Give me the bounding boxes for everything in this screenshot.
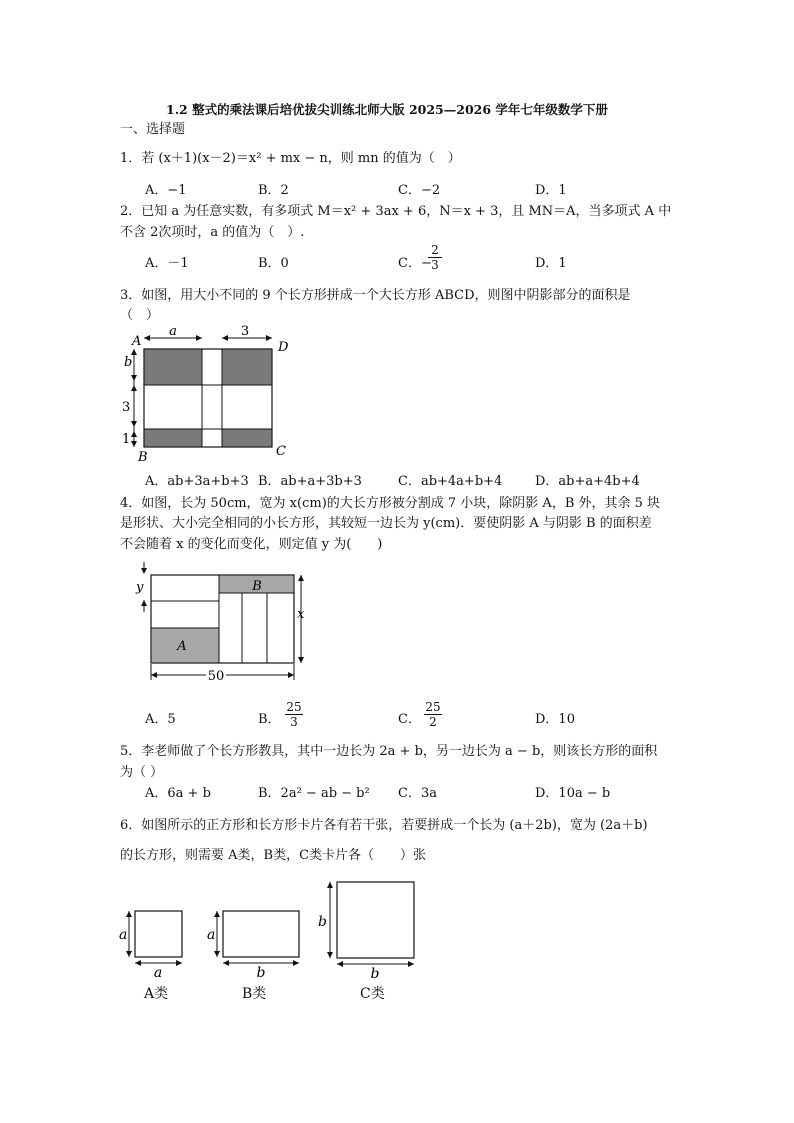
fraction-numerator: 2 bbox=[431, 243, 439, 257]
card-a-figure bbox=[116, 905, 191, 983]
card-b-bottom-label: b bbox=[256, 965, 266, 981]
question-2-option-c-fraction bbox=[428, 243, 442, 272]
card-b-rectangle bbox=[223, 911, 299, 957]
label-x: x bbox=[297, 607, 305, 622]
label-y: y bbox=[136, 580, 144, 595]
question-5-option-b: B．2a² − ab − b² bbox=[258, 786, 370, 801]
dim-a-label: a bbox=[169, 325, 177, 339]
shaded-top-left bbox=[144, 349, 202, 385]
fraction-denominator: 3 bbox=[285, 714, 303, 729]
question-3-line-2: （ ） bbox=[120, 308, 160, 323]
card-a-side-label: a bbox=[119, 927, 128, 943]
card-c-side-label: b bbox=[318, 914, 327, 930]
question-3-option-b: B．ab+a+3b+3 bbox=[258, 474, 362, 489]
question-4-option-d: D．10 bbox=[535, 712, 575, 727]
corner-d-label: D bbox=[278, 340, 289, 355]
question-4-line-3: 不会随着 x 的变化而变化，则定值 y 为( ) bbox=[120, 537, 383, 552]
question-3-option-a: A．ab+3a+b+3 bbox=[145, 474, 249, 489]
question-4-option-c-fraction bbox=[424, 700, 442, 729]
question-4-option-c: C． bbox=[398, 712, 421, 727]
fraction-denominator: 3 bbox=[428, 257, 442, 272]
question-2-option-a: A．－1 bbox=[145, 256, 189, 271]
shaded-bottom-right bbox=[222, 429, 272, 447]
card-c-square bbox=[337, 882, 414, 958]
corner-a-label: A bbox=[132, 334, 142, 349]
question-1-stem: 1．若 (x＋1)(x－2)＝x² + mx − n，则 mn 的值为（ ） bbox=[120, 151, 461, 166]
card-a-bottom-label: a bbox=[153, 965, 163, 981]
question-5-option-c: C．3a bbox=[398, 786, 437, 801]
question-3-option-d: D．ab+a+4b+4 bbox=[535, 474, 640, 489]
question-4-option-b: B． bbox=[258, 712, 281, 727]
corner-c-label: C bbox=[276, 444, 286, 459]
label-a: A bbox=[177, 639, 187, 654]
corner-b-label: B bbox=[138, 450, 148, 465]
card-c-figure bbox=[314, 876, 420, 984]
question-6-line-1: 6．如图所示的正方形和长方形卡片各有若干张，若要拼成一个长为 (a＋2b)，宽为 (2a＋b) bbox=[120, 818, 648, 833]
question-1-option-b: B．2 bbox=[258, 183, 289, 198]
question-5-line-1: 5．李老师做了个长方形教具，其中一边长为 2a + b，另一边长为 a − b，则该长方形的面积 bbox=[120, 744, 658, 759]
question-2-option-b: B．0 bbox=[258, 256, 289, 271]
section-heading: 一、选择题 bbox=[120, 122, 186, 137]
question-1-option-d: D．1 bbox=[535, 183, 567, 198]
question-5-line-2: 为（ ） bbox=[120, 765, 164, 780]
question-2-line-1: 2．已知 a 为任意实数，有多项式 M＝x² + 3ax + 6，N＝x + 3，且 MN＝A，当多项式 A 中 bbox=[120, 204, 672, 219]
question-4-option-b-fraction bbox=[285, 700, 303, 729]
question-4-option-a: A．5 bbox=[145, 712, 176, 727]
question-2-option-d: D．1 bbox=[535, 256, 567, 271]
dim-3-label: 3 bbox=[240, 325, 250, 339]
label-b: B bbox=[252, 579, 262, 594]
card-b-side-label: a bbox=[207, 927, 216, 943]
question-3-line-1: 3．如图，用大小不同的 9 个长方形拼成一个大长方形 ABCD，则图中阴影部分的面积是 bbox=[120, 288, 631, 303]
fraction-denominator: 2 bbox=[424, 714, 442, 729]
shaded-bottom-left bbox=[144, 429, 202, 447]
dim-3-left-label: 3 bbox=[122, 400, 131, 415]
question-2-line-2: 不含 2次项时，a 的值为（ ）. bbox=[120, 225, 305, 240]
question-4-line-1: 4．如图，长为 50cm，宽为 x(cm)的大长方形被分割成 7 小块，除阴影 A，B 外，其余 5 块 bbox=[120, 496, 661, 511]
question-5-option-d: D．10a − b bbox=[535, 786, 611, 801]
card-a-caption: A类 bbox=[144, 986, 169, 1002]
question-3-option-c: C．ab+4a+b+4 bbox=[398, 474, 503, 489]
fraction-numerator: 25 bbox=[286, 700, 302, 714]
question-3-figure bbox=[116, 325, 306, 465]
card-a-square bbox=[135, 911, 182, 957]
question-4-line-2: 是形状、大小完全相同的小长方形，其较短一边长为 y(cm)．要使阴影 A 与阴影 B 的面积差 bbox=[120, 516, 652, 531]
question-1-option-a: A．−1 bbox=[145, 183, 187, 198]
card-b-caption: B类 bbox=[242, 986, 267, 1002]
question-5-option-a: A．6a + b bbox=[145, 786, 211, 801]
question-2-option-c: C．− bbox=[398, 256, 432, 271]
dim-b-label: b bbox=[124, 355, 133, 370]
card-b-figure bbox=[204, 905, 304, 983]
page-title: 1.2 整式的乘法课后培优拔尖训练北师大版 2025—2026 学年七年级数学下册 bbox=[166, 102, 608, 117]
question-1-option-c: C．−2 bbox=[398, 183, 441, 198]
fraction-numerator: 25 bbox=[425, 700, 441, 714]
card-c-bottom-label: b bbox=[370, 966, 380, 982]
question-4-figure bbox=[134, 560, 314, 685]
card-c-caption: C类 bbox=[360, 986, 385, 1002]
shaded-top-right bbox=[222, 349, 272, 385]
width-label-50: 50 bbox=[207, 669, 225, 684]
question-6-line-2: 的长方形，则需要 A类，B类，C类卡片各（ ）张 bbox=[120, 848, 427, 863]
dim-1-label: 1 bbox=[122, 432, 131, 447]
